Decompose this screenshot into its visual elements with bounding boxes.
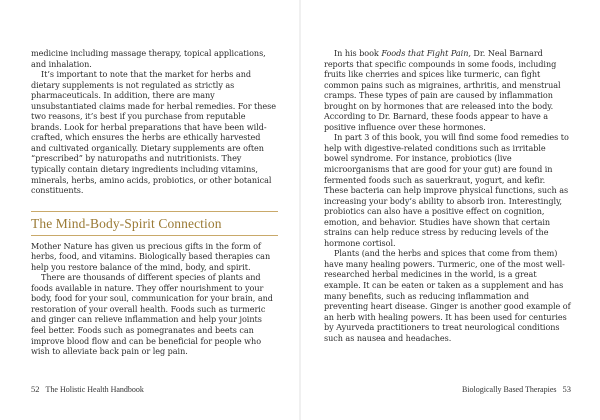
right-paragraph-2: In part 3 of this book, you will find some food remedies to help with digestive-related conditions such as irritable bowel syndrome. For instance, probiotics (live microorganisms that are good for your gut) are found in fermented foods such as sauerkraut, yogurt, and kefir. These bacteria can help improve physical functions, such as increasing your body’s ability to absorb iron. Interestingly, probiotics can also have a positive effect on cognition, emotion, and behavior. Studies have shown that certain strains can help reduce stress by reducing levels of the hormone cortisol. <box>324 132 569 248</box>
right-column <box>324 48 571 343</box>
right-running-head: Biologically Based Therapies <box>462 385 557 394</box>
right-page-number: 53 <box>562 384 571 394</box>
right-paragraph-3: Plants (and the herbs and spices that come from them) have many healing powers. Turmeric, one of the most well-researched herbal medicines in the world, is a great example. It can be eaten or taken as a supplement and has many benefits, such as reducing inflammation and preventing heart disease. Ginger is another good example of an herb with healing powers. It has been used for centuries by Ayurveda practitioners to treat neurological conditions such as nausea and headaches. <box>324 248 571 343</box>
right-page <box>300 0 600 420</box>
section-paragraph-2: There are thousands of different species of plants and foods available in nature. They offer nourishment to your body, food for your soul, communication for your brain, and restoration of your overall health. Foods such as turmeric and ginger can relieve inflammation and help your joints feel better. Foods such as pomegranates and beets can improve blood flow and can be beneficial for people who wish to alleviate back pain or leg pain. <box>31 272 273 357</box>
left-column <box>31 48 278 357</box>
p1-after: Dr. Neal Barnard reports that specific compounds in some foods, including fruits like cherries and spices like turmeric, can fight common pains such as migraines, arthritis, and menstrual cramps. These types of pain are caused by inflammation brought on by hormones that are released into the body. According to Dr. Barnard, these foods appear to have a positive influence over these hormones. <box>324 48 561 132</box>
right-folio <box>462 384 571 394</box>
section-heading-box <box>31 211 278 236</box>
left-folio <box>31 384 144 394</box>
p1-before: In his book <box>334 48 382 58</box>
section-heading: The Mind-Body-Spirit Connection <box>31 215 222 231</box>
left-paragraph-2: It’s important to note that the market for herbs and dietary supplements is not regulated as strictly as pharmaceuticals. In addition, there are many unsubstantiated claims made for herbal remedies. For these two reasons, it’s best if you purchase from reputable brands. Look for herbal preparations that have been wild-crafted, which ensures the herbs are ethically harvested and cultivated organically. Dietary supplements are often “prescribed” by naturopaths and nutritionists. They typically contain dietary ingredients including vitamins, minerals, herbs, amino acids, probiotics, or other botanical constituents. <box>31 69 276 196</box>
book-title: Foods that Fight Pain, <box>381 48 471 58</box>
left-paragraph-1: medicine including massage therapy, topical applications, and inhalation. <box>31 48 266 69</box>
left-running-head: The Holistic Health Handbook <box>45 385 144 394</box>
section-paragraph-1: Mother Nature has given us precious gifts in the form of herbs, food, and vitamins. Biologically based therapies can help you restore balance of the mind, body, and spirit. <box>31 240 271 272</box>
right-paragraph-1 <box>324 48 571 132</box>
left-page-number: 52 <box>31 384 40 394</box>
